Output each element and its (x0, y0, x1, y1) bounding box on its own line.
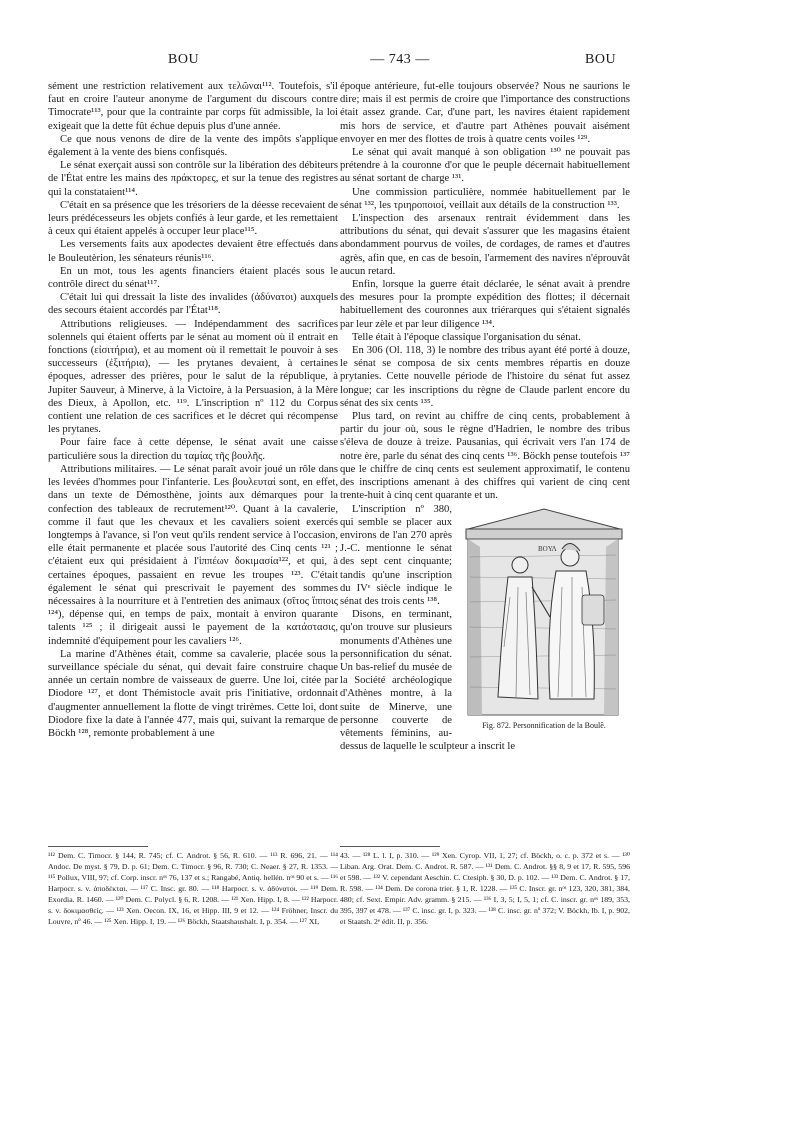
paragraph: En un mot, tous les agents financiers étaient placés sous le contrôle direct du sénat¹¹⁷. (48, 265, 338, 291)
paragraph: Le sénat qui avait manqué à son obligation ¹³⁰ ne pouvait pas prétendre à la couronne d'or que le peuple décernait habituellement au sénat sortant de charge ¹³¹. (340, 147, 630, 185)
paragraph: Pour faire face à cette dépense, le sénat avait une caisse particulière sous la direction du ταμίας τῆς βουλῆς. (48, 437, 338, 462)
paragraph: Le sénat exerçait aussi son contrôle sur la libération des débiteurs de l'État entre les mains des πράκτορες, et sur la tenue des registres qui la constataient¹¹⁴. (48, 160, 338, 198)
paragraph: Une commission particulière, nommée habituellement par le sénat ¹³², les τριηροποιοί, veillait aux détails de la construction ¹³³. (340, 186, 630, 211)
footnote-divider (340, 846, 440, 847)
paragraph: La marine d'Athènes était, comme sa cavalerie, placée sous la surveillance spéciale du sénat, qui devait faire construire chaque année un certain nombre de vaisseaux de guerre. Une loi, citée par Diodore ¹²⁷, et dont Thémistocle avait pris l'initiative, ordonnait d'augmenter annuellement la flotte de vingt trirèmes. Cette loi, dont Diodore fixe la date à l'année 477, mais qui, suivant la remarque de Böckh ¹²⁸, remonte probablement à une (48, 648, 338, 739)
paragraph: Telle était à l'époque classique l'organisation du sénat. (352, 331, 581, 343)
footnotes-left: ¹¹² Dem. C. Timocr. § 144, R. 745; cf. C. Androt. § 56, R. 610. — ¹¹³ R. 696, 21. — ¹¹⁴ Andoc. De myst. § 79, D. p. 61; Dem. C. Timocr. § 96, R. 730; C. Neaer. § 27, R. 1353. — ¹¹⁵ Pollux, VIII, 97; cf. Corp. inscr. nᵒˢ 76, 137 et s.; Rangabé, Antiq. hellén. nᵒˢ 90 et s. — ¹¹⁶ Harpocr. s. v. ἀποδέκται. — ¹¹⁷ C. Insc. gr. 80. — ¹¹⁸ Harpocr. s. v. ἀδύνατοι. — ¹¹⁹ Dem. Exordia. R. 1460. — ¹²⁰ Dem. C. Polycl. § 6, R. 1208. — ¹²¹ Xen. Hipp. I, 8. — ¹²² Harpocr. s. v. δοκιμασθείς. — ¹²³ Xen. Oecon. IX, 16, et Hipp. III, 9 et 12. — ¹²⁴ Fröhner, Inscr. du Louvre, nº 46. — ¹²⁵ Xen. Hipp. I, 19. — ¹²⁶ Böckh, Staatshaushalt. I, p. 354. — ¹²⁷ XI, (48, 851, 338, 926)
paragraph: Ce que nous venons de dire de la vente des impôts s'applique également à la vente des biens confisqués. (48, 133, 338, 159)
paragraph: L'inspection des arsenaux rentrait évidemment dans les attributions du sénat, qui devait s'assurer que les magasins étaient abondamment pourvus de voiles, de cordages, de rames et d'autres agrès, afin que, en cas de besoin, l'armement des navires n'éprouvât aucun retard. (340, 213, 630, 277)
paragraph: En 306 (Ol. 118, 3) le nombre des tribus ayant été porté à douze, le sénat se composa de six cents membres répartis en douze prytanies. Cette nouvelle période de l'histoire du sénat fut assez longue; car les inscriptions du règne de Claude parlent encore du sénat des six cents ¹³⁵. (340, 345, 630, 409)
paragraph: C'était lui qui dressait la liste des invalides (ἀδύνατοι) auxquels des secours étaient accordés par l'État¹¹⁸. (48, 292, 338, 317)
footnote-divider (48, 846, 148, 847)
paragraph: époque antérieure, fut-elle toujours observée? Nous ne saurions le dire; mais il est permis de croire que l'importance des constructions était assez grande. Car, d'une part, les navires étaient rapidement mis hors de service, et d'autre part Athènes pouvait aisément envoyer en mer des flottes de trois à quatre cents voiles ¹²⁹. (340, 81, 630, 145)
bas-relief-illustration (458, 507, 630, 719)
paragraph: Plus tard, on revint au chiffre de cinq cents, probablement à partir du jour où, sous le règne d'Hadrien, le nombre des tribus s'éleva de douze à treize. Pausanias, qui écrivait vers l'an 174 de notre ère, parle du sénat des cinq cents ¹³⁶. Böckh pense toutefois ¹³⁷ que le chiffre de cinq cents est seulement approximatif, le contenu des inscriptions amenant à des chiffres qui varient de cinq cent trente-huit à cinq cent quarante et un. (340, 411, 630, 502)
bas-relief-figure (458, 507, 630, 733)
paragraph: Les versements faits aux apodectes devaient être effectués dans le Bouleutèrion, les sénateurs réunis¹¹⁶. (48, 239, 338, 264)
paragraph: C'était en sa présence que les trésoriers de la déesse recevaient de leurs prédécesseurs les objets confiés à leur garde, et les remettaient à ceux qui étaient appelés à occuper leur place¹¹⁵. (48, 199, 338, 238)
running-header-left: BOU (168, 52, 200, 67)
figure-caption: Fig. 872. Personnification de la Boulê. (482, 721, 606, 731)
paragraph: L'inscription nº 380, qui semble se placer aux environs de l'an 270 après J.-C. mentionne le sénat des sept cent cinquante; tandis qu'une inscription du IVᵉ siècle indique le sénat des trois cents ¹³⁸. (340, 503, 452, 607)
paragraph: Enfin, lorsque la guerre était déclarée, le sénat avait à prendre des mesures pour la prompte expédition des flottes; il décernait habituellement des couronnes aux triérarques qui s'étaient signalés par leur zèle et par leur diligence ¹³⁴. (340, 279, 630, 330)
left-column (48, 80, 338, 740)
footnotes-right: 43. — ¹²⁸ L. l. I, p. 310. — ¹²⁹ Xen. Cyrop. VII, 1, 27; cf. Böckh, o. c. p. 372 et s. — ¹³⁰ Liban. Arg. Orat. Dem. C. Androt. R. 587. — ¹³¹ Dem. C. Androt. §§ 8, 9 et 17, R. 595, 596 et 598. — ¹³² V. cependant Aeschin. C. Ctesiph. § 30, D. p. 102. — ¹³³ Dem. C. Androt. § 17, R. 598. — ¹³⁴ Dem. De corona trier. § 1, R. 1228. — ¹³⁵ C. Inscr. gr. nᵒˢ 123, 320, 381, 384, 480; cf. Sext. Empir. Adv. gramm. § 215. — ¹³⁶ I, 3, 5; I, 5, 1; cf. C. inscr. gr. nᵒˢ 189, 353, 395, 397 et 478. — ¹³⁷ C. insc. gr. I, p. 323. — ¹³⁸ C. insc. gr. nº 372; V. Böckh, Ib. I, p. 902, et Staatsh. 2ᵉ édit. II, p. 356. (340, 851, 630, 926)
paragraph: Attributions religieuses. — Indépendamment des sacrifices solennels qui étaient offerts par le sénat au moment où il entrait en fonctions (εἰσιτήρια), et au moment où il remettait le pouvoir à ses successeurs (ἐξιτήρια), — les prytanes devaient, à certaines époques, adresser des prières, pour le salut de la république, à Jupiter Sauveur, à Minerve, à la Victoire, à la Persuasion, à la Mère des Dieux, à Apollon, etc. ¹¹⁹. L'inscription nº 112 du Corpus contient une relation de ces sacrifices et le décret qui récompense les prytanes. (48, 318, 338, 436)
paragraph: Attributions militaires. — Le sénat paraît avoir joué un rôle dans les levées d'hommes pour l'infanterie. Les βουλευταί sont, en effet, dans un texte de Démosthène, joints aux démarques pour la confection des tableaux de recrutement¹²⁰. Quant à la cavalerie, comme il faut que les chevaux et les cavaliers soient exercés longtemps à l'avance, si l'on veut qu'ils rendent service à l'occasion, elle était permanente et placée sous l'autorité des Cinq cents ¹²¹ ; c'étaient eux qui présidaient à l'ἱππέων δοκιμασία¹²², et qui, à certaines époques, passaient en revue les troupes ¹²³. C'était également le sénat qui prescrivait le payement des sommes nécessaires à la nourriture et à l'entretien des animaux (σῖτος ἵπποις ¹²⁴), dépense qui, en temps de paix, montait à environ quarante talents ¹²⁵ ; il dirigeait aussi le payement de la κατάστασις, indemnité d'équipement pour les cavaliers ¹²⁶. (48, 463, 338, 647)
paragraph: Disons, en terminant, qu'on trouve sur plusieurs monuments d'Athènes une personnification du sénat. Un bas-relief du musée de la Société archéologique d'Athènes montre, à la suite de Minerve, une personne couverte de vêtements féminins, au-dessus de laquelle le sculpteur a inscrit le (340, 609, 516, 753)
right-column (340, 80, 630, 753)
relief-inscription: BOΥΛ (538, 544, 557, 553)
page-number: — 743 — (370, 52, 430, 67)
running-header-right: BOU (585, 52, 617, 67)
paragraph: sément une restriction relativement aux τελῶναι¹¹². Toutefois, s'il faut en croire l'auteur anonyme de l'argument du discours contre Timocrate¹¹³, pour que la contrainte par corps fût admissible, la loi exigeait que la dette fût échue depuis plus d'une année. (48, 81, 338, 132)
